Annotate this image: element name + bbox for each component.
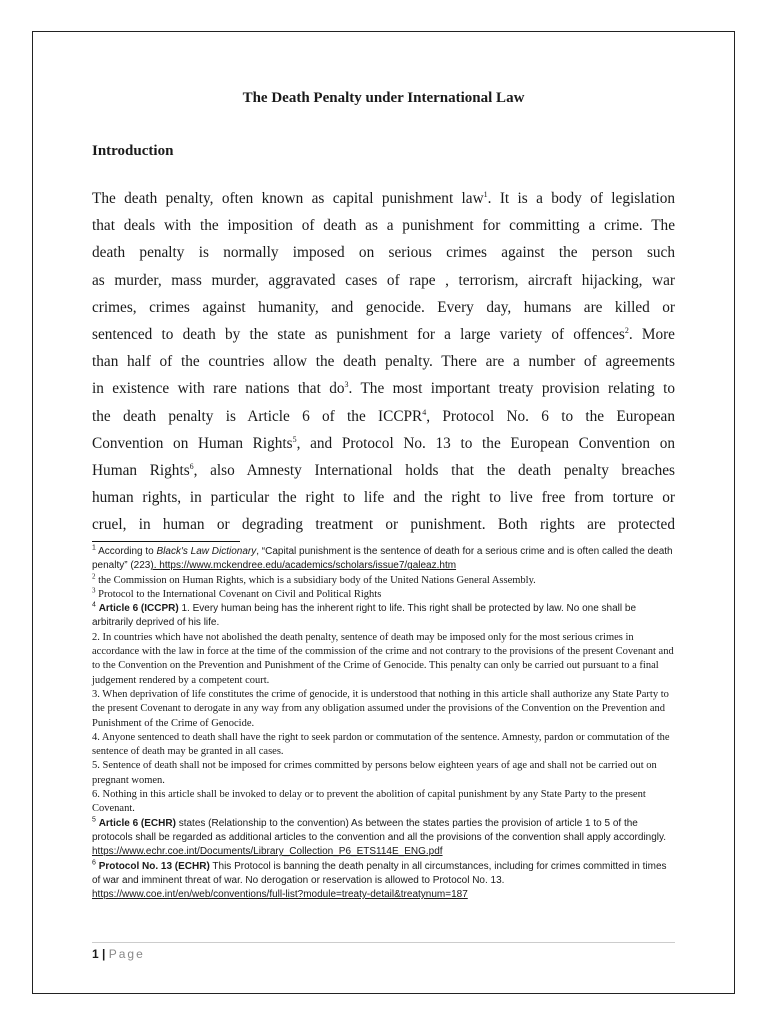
footnotes <box>92 545 675 902</box>
page-footer <box>92 942 675 961</box>
footnote-5-link[interactable]: https://www.echr.coe.int/Documents/Library_Collection_P6_ETS114E_ENG.pdf <box>92 846 443 858</box>
footnote-ref[interactable]: 4 <box>422 407 427 417</box>
body-paragraph <box>92 185 675 539</box>
body-line: death penalty is normally imposed on serious crimes against the person such <box>92 244 675 262</box>
body-line: as murder, mass murder, aggravated cases of rape , terrorism, aircraft hijacking, war <box>92 271 675 289</box>
footnote-4: $^4$ Article 6 (ICCPR) 1. Every human being has the inherent right to life. This right shall be protected by law. No one shall be arbitrarily deprived of his life. <box>92 601 637 629</box>
body-line: The death penalty, often known as capital punishment law$^1$. It is a body of legislation <box>92 189 676 207</box>
footnote-3: $^3$ Protocol to the International Covenant on Civil and Political Rights <box>92 586 382 600</box>
section-heading: Introduction <box>92 143 174 159</box>
footnote-6: $^6$ Protocol No. 13 (ECHR) This Protocol is banning the death penalty in all circumstances, including for crimes committed in times of war and imminent threat of war. No derogation or reservation is allowed to Protocol No. 13. https://www.coe.int/en/web/conventions/full-list?module=treaty-detail&treatynum=187 <box>92 859 667 901</box>
body-line: Convention on Human Rights$^5$, and Protocol No. 13 to the European Convention on <box>92 434 675 452</box>
body-line: crimes, crimes against humanity, and genocide. Every day, humans are killed or <box>92 298 675 316</box>
footnote-4-item: 2. In countries which have not abolished the death penalty, sentence of death may be imposed only for the most serious crimes in accordance with the law in force at the time of the commission of the crime and not contrary to the provisions of the present Covenant and to the Convention on the Prevention and Punishment of the Crime of Genocide. This penalty can only be carried out pursuant to a final judgement rendered by a competent court. <box>92 631 674 686</box>
footnote-separator <box>92 541 240 542</box>
footnote-ref[interactable]: 1 <box>483 189 488 199</box>
footnote-4-item: 4. Anyone sentenced to death shall have the right to seek pardon or commutation of the sentence. Amnesty, pardon or commutation of the sentence of death may be granted in all cases. <box>92 731 670 758</box>
footnote-1-link[interactable]: ). https://www.mckendree.edu/academics/scholars/issue7/galeaz.htm <box>150 560 457 572</box>
document-body <box>92 88 675 539</box>
footnote-4-item: 3. When deprivation of life constitutes the crime of genocide, it is understood that nothing in this article shall authorize any State Party to the present Covenant to derogate in any way from any obligation assumed under the provisions of the Convention on the Prevention and Punishment of the Crime of Genocide. <box>92 688 669 729</box>
footnote-4-item: 6. Nothing in this article shall be invoked to delay or to prevent the abolition of capital punishment by any State Party to the present Covenant. <box>92 789 646 815</box>
footnote-6-link[interactable]: https://www.coe.int/en/web/conventions/full-list?module=treaty-detail&treatynum=187 <box>92 889 468 901</box>
page-number: 1 <box>92 947 99 961</box>
footnote-2: $^2$ the Commission on Human Rights, which is a subsidiary body of the United Nations General Assembly. <box>92 572 536 586</box>
footnote-ref[interactable]: 2 <box>624 325 629 335</box>
footnote-5: $^5$ Article 6 (ECHR) states (Relationship to the convention) As between the states parties the provision of article 1 to 5 of the protocols shall be regarded as additional articles to the convention and all the provisions of the convention shall apply accordingly. https://www.echr.coe.int/Documents/Library_Collection_P6_ETS114E_ENG.pdf <box>92 816 667 858</box>
footnote-ref[interactable]: 5 <box>292 434 297 444</box>
footnote-1: $^1$ According to Black's Law Dictionary, “Capital punishment is the sentence of death for a serious crime and is often called the death penalty” (223). https://www.mckendree.edu/academics/scholars/issue7/galeaz.htm <box>92 544 673 572</box>
body-line: in existence with rare nations that $do^3$. The most important treaty provision relating to <box>92 380 675 398</box>
body-line: than half of the countries allow the death penalty. There are a number of agreements <box>92 353 675 371</box>
body-line: cruel, in human or degrading treatment or punishment. Both rights are protected <box>92 516 675 534</box>
body-line: the death penalty is Article 6 of the ICCPR$^4$, Protocol No. 6 to the European <box>92 407 675 425</box>
body-line: that deals with the imposition of death as a punishment for committing a crime. The <box>92 217 675 235</box>
footnote-ref[interactable]: 6 <box>189 461 194 471</box>
footnote-ref[interactable]: 3 <box>344 380 349 390</box>
body-line: Human Rights$^6$, also Amnesty International holds that the death penalty breaches <box>92 461 676 480</box>
page-separator: | <box>98 947 109 961</box>
footnote-4-item: 5. Sentence of death shall not be imposed for crimes committed by persons below eighteen years of age and shall not be carried out on pregnant women. <box>92 760 657 786</box>
body-line: sentenced to death by the state as punishment for a large variety of offences$^2$. More <box>92 325 675 344</box>
page-label: Page <box>108 947 145 961</box>
document-title: The Death Penalty under International Law <box>242 90 525 106</box>
body-line: human rights, in particular the right to life and the right to live free from torture or <box>92 489 675 507</box>
